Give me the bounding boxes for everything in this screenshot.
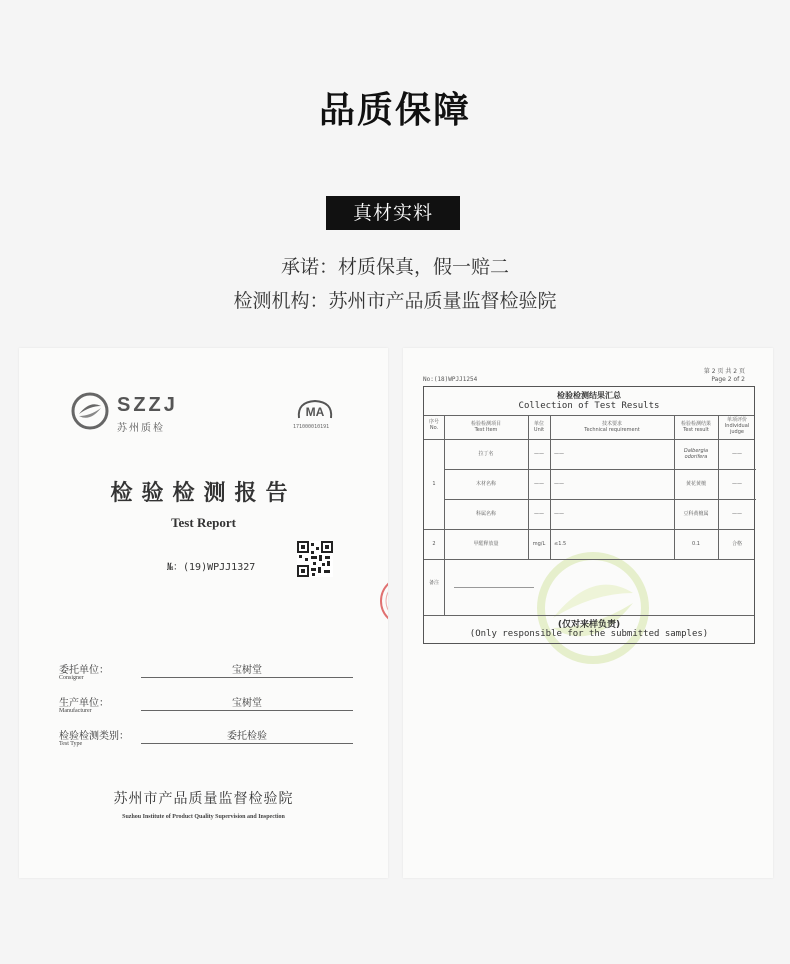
table-cell-no: 1	[432, 481, 436, 487]
table-cell-unit: ——	[534, 451, 544, 457]
col-header-item	[444, 421, 528, 433]
test-type-label: 检验检测类别：	[59, 731, 129, 742]
table-cell-judge: 合格	[731, 541, 742, 547]
promise-text: 承诺：材质保真，假一赔二	[280, 256, 509, 278]
remark-line	[454, 587, 534, 588]
col-header-requirement	[550, 421, 674, 433]
col-header-cn: 序号	[428, 419, 439, 425]
page-info	[704, 368, 745, 384]
manufacturer-value: 宝树堂	[141, 694, 353, 711]
red-seal-icon	[375, 573, 388, 629]
table-rule	[424, 559, 754, 560]
feature-badge: 真材实料	[326, 196, 460, 230]
col-header-en: Test Item	[474, 427, 498, 433]
col-header-judge	[718, 417, 756, 435]
table-rule	[424, 439, 754, 440]
consigner-label: 委托单位：	[59, 665, 109, 676]
consigner-label-en: Consigner	[59, 675, 84, 681]
col-header-cn: 检验检测项目	[470, 421, 501, 427]
col-header-cn: 单项评价	[726, 417, 747, 423]
agency-text: 检测机构：苏州市产品质量监督检验院	[233, 290, 557, 312]
table-cell-req: ——	[554, 481, 564, 487]
table-rule	[424, 615, 754, 616]
table-cell-req: ——	[554, 451, 564, 457]
szzj-logo-icon	[71, 392, 109, 430]
results-table	[423, 386, 755, 644]
col-header-cn: 技术要求	[601, 421, 622, 427]
table-cell-item: 科属名称	[475, 511, 496, 517]
report-title-cn: 检验检测报告	[110, 480, 297, 506]
table-rule	[444, 469, 756, 470]
table-cell-item: 拉丁名	[478, 451, 494, 457]
logo-text: SZZJ	[117, 394, 178, 416]
table-rule	[528, 415, 529, 559]
table-cell-req: ——	[554, 511, 564, 517]
table-cell-req: ≤1.5	[554, 541, 567, 547]
report-title-en: Test Report	[171, 515, 236, 530]
col-header-cn: 检验检测结果	[680, 421, 711, 427]
table-cell-judge: ——	[732, 481, 742, 487]
col-header-en: Individual judge	[724, 423, 750, 435]
manufacturer-field	[59, 694, 359, 720]
test-type-field	[59, 727, 359, 753]
manufacturer-label: 生产单位：	[59, 698, 109, 709]
consigner-field	[59, 661, 359, 687]
report-cover-image	[19, 348, 388, 878]
table-cell-judge: ——	[732, 451, 742, 457]
svg-text:MA: MA	[305, 405, 325, 419]
cma-mark-icon	[295, 398, 335, 422]
table-rule	[424, 415, 754, 416]
table-cell-judge: ——	[732, 511, 742, 517]
consigner-value: 宝树堂	[141, 661, 353, 678]
table-rule	[718, 415, 719, 559]
table-rule	[550, 415, 551, 559]
col-header-cn: 单位	[533, 421, 544, 427]
remark-label: 备注	[428, 580, 439, 586]
table-rule	[424, 529, 754, 530]
table-rule	[444, 499, 756, 500]
table-cell-no: 2	[432, 541, 436, 547]
test-results-image	[403, 348, 773, 878]
table-cell-unit: ——	[534, 481, 544, 487]
table-cell-result: Dalbergia odorifera	[683, 448, 709, 460]
table-title-cn: 检验检测结果汇总	[557, 391, 621, 400]
col-header-unit	[528, 421, 550, 433]
page-info-cn: 第 2 页 共 2 页	[703, 368, 745, 375]
qr-code-icon	[297, 541, 333, 577]
note-cn: (仅对来样负责)	[557, 620, 621, 630]
col-header-en: No.	[429, 425, 439, 431]
test-type-label-en: Test Type	[59, 741, 83, 747]
table-cell-item: 甲醛释放量	[473, 541, 499, 547]
table-title-en: Collection of Test Results	[518, 401, 660, 411]
manufacturer-label-en: Manufacturer	[59, 708, 92, 714]
col-header-no	[424, 419, 444, 431]
note-en: (Only responsible for the submitted samples)	[469, 629, 709, 639]
col-header-result	[674, 421, 718, 433]
table-rule	[674, 415, 675, 559]
page-info-en: Page 2 of 2	[711, 376, 745, 383]
institute-name-en: Suzhou Institute of Product Quality Supervision and Inspection	[122, 814, 285, 820]
cma-number: 171000010191	[293, 424, 330, 430]
table-cell-unit: ——	[534, 511, 544, 517]
institute-name-cn: 苏州市产品质量监督检验院	[113, 791, 294, 807]
page-title: 品质保障	[318, 90, 471, 131]
table-cell-item: 木材名称	[475, 481, 496, 487]
table-cell-result: 豆科黄檀属	[683, 511, 709, 517]
col-header-en: Unit	[533, 427, 545, 433]
col-header-en: Test result	[683, 427, 709, 433]
table-cell-result: 0.1	[692, 541, 700, 547]
logo-subtext: 苏州质检	[117, 423, 165, 434]
report-number: №：(19)WPJJ1327	[167, 562, 256, 573]
report-number-right: No:(18)WPJJ1254	[423, 376, 478, 383]
col-header-en: Technical requirement	[584, 427, 640, 433]
table-cell-unit: mg/L	[532, 541, 546, 547]
test-type-value: 委托检验	[141, 727, 353, 744]
table-cell-result: 黄花黄檀	[685, 481, 706, 487]
